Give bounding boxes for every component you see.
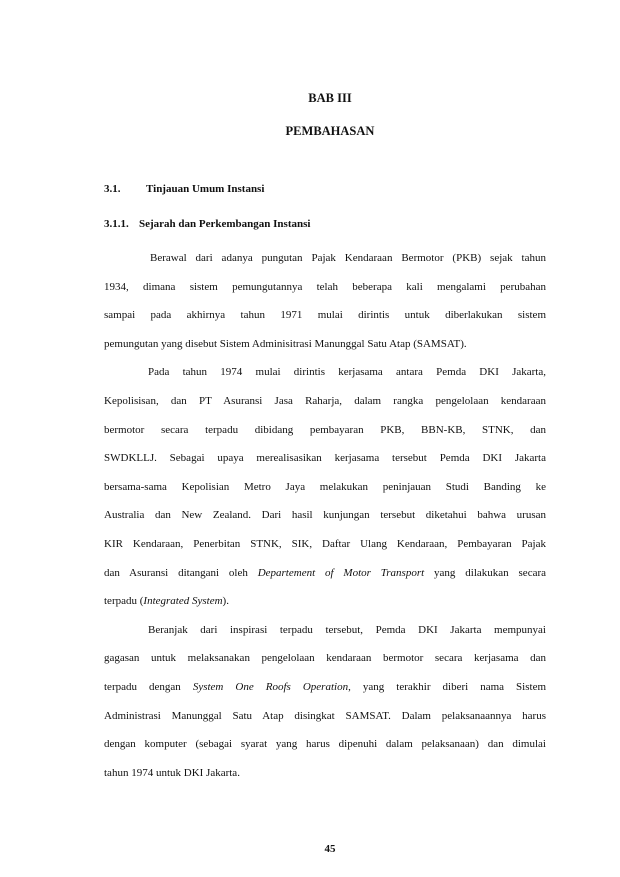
text-line: bersama-sama Kepolisian Metro Jaya melakukan peninjauan Studi Banding ke [104, 480, 546, 493]
text-line: Administrasi Manunggal Satu Atap disingkat SAMSAT. Dalam pelaksanaannya harus [104, 709, 546, 722]
subsection-title: Sejarah dan Perkembangan Instansi [139, 218, 311, 230]
text-line: dengan komputer (sebagai syarat yang harus dipenuhi dalam pelaksanaan) dan dimulai [104, 738, 546, 751]
text-line: Kepolisisan, dan PT Asuransi Jasa Raharja, dalam rangka pengelolaan kendaraan [104, 394, 546, 407]
text-run: , yang terakhir diberi nama Sistem [348, 680, 547, 693]
text-run: terpadu dengan [104, 680, 193, 693]
text-line: SWDKLLJ. Sebagai upaya merealisasikan kerjasama tersebut Pemda DKI Jakarta [104, 452, 546, 465]
italic-term: System One Roofs Operation [192, 680, 349, 693]
italic-term: Departement of Motor Transport [257, 566, 425, 579]
page-number: 45 [324, 843, 336, 855]
text-line [104, 587, 546, 616]
paragraph-2 [104, 358, 546, 615]
text-line: Beranjak dari inspirasi terpadu tersebut, Pemda DKI Jakarta mempunyai [148, 623, 546, 636]
paragraph-3 [104, 616, 546, 788]
text-line: 1934, dimana sistem pemungutannya telah beberapa kali mengalami perubahan [104, 280, 546, 293]
text-line: pemungutan yang disebut Sistem Adminisitrasi Manunggal Satu Atap (SAMSAT). [104, 337, 467, 350]
text-line: bermotor secara terpadu dibidang pembayaran PKB, BBN-KB, STNK, dan [104, 423, 546, 436]
text-line: gagasan untuk melaksanakan pengelolaan kendaraan bermotor secara kerjasama dan [104, 652, 546, 665]
text-line: KIR Kendaraan, Penerbitan STNK, SIK, Daftar Ulang Kendaraan, Pembayaran Pajak [104, 537, 546, 550]
body-text [104, 244, 546, 787]
text-run: terpadu ( [104, 595, 144, 608]
text-line: tahun 1974 untuk DKI Jakarta. [104, 766, 240, 779]
section-title: Tinjauan Umum Instansi [146, 183, 265, 195]
section-number: 3.1. [104, 183, 121, 195]
chapter-title: PEMBAHASAN [285, 124, 375, 138]
text-run: dan Asuransi ditangani oleh [104, 566, 258, 579]
text-line: Pada tahun 1974 mulai dirintis kerjasama antara Pemda DKI Jakarta, [148, 366, 546, 379]
text-line: Australia dan New Zealand. Dari hasil kunjungan tersebut diketahui bahwa urusan [104, 509, 546, 522]
text-line: Berawal dari adanya pungutan Pajak Kendaraan Bermotor (PKB) sejak tahun [150, 252, 546, 264]
text-line [104, 559, 546, 588]
text-run: yang dilakukan secara [424, 566, 546, 579]
subsection-number: 3.1.1. [104, 218, 129, 230]
text-run: ). [222, 595, 229, 608]
italic-term: Integrated System [143, 595, 223, 608]
text-line: sampai pada akhirnya tahun 1971 mulai dirintis untuk diberlakukan sistem [104, 309, 546, 322]
section-heading [104, 183, 264, 195]
chapter-number: BAB III [308, 91, 352, 105]
paragraph-1 [104, 244, 546, 358]
subsection-heading [104, 218, 310, 230]
text-line [104, 673, 546, 702]
